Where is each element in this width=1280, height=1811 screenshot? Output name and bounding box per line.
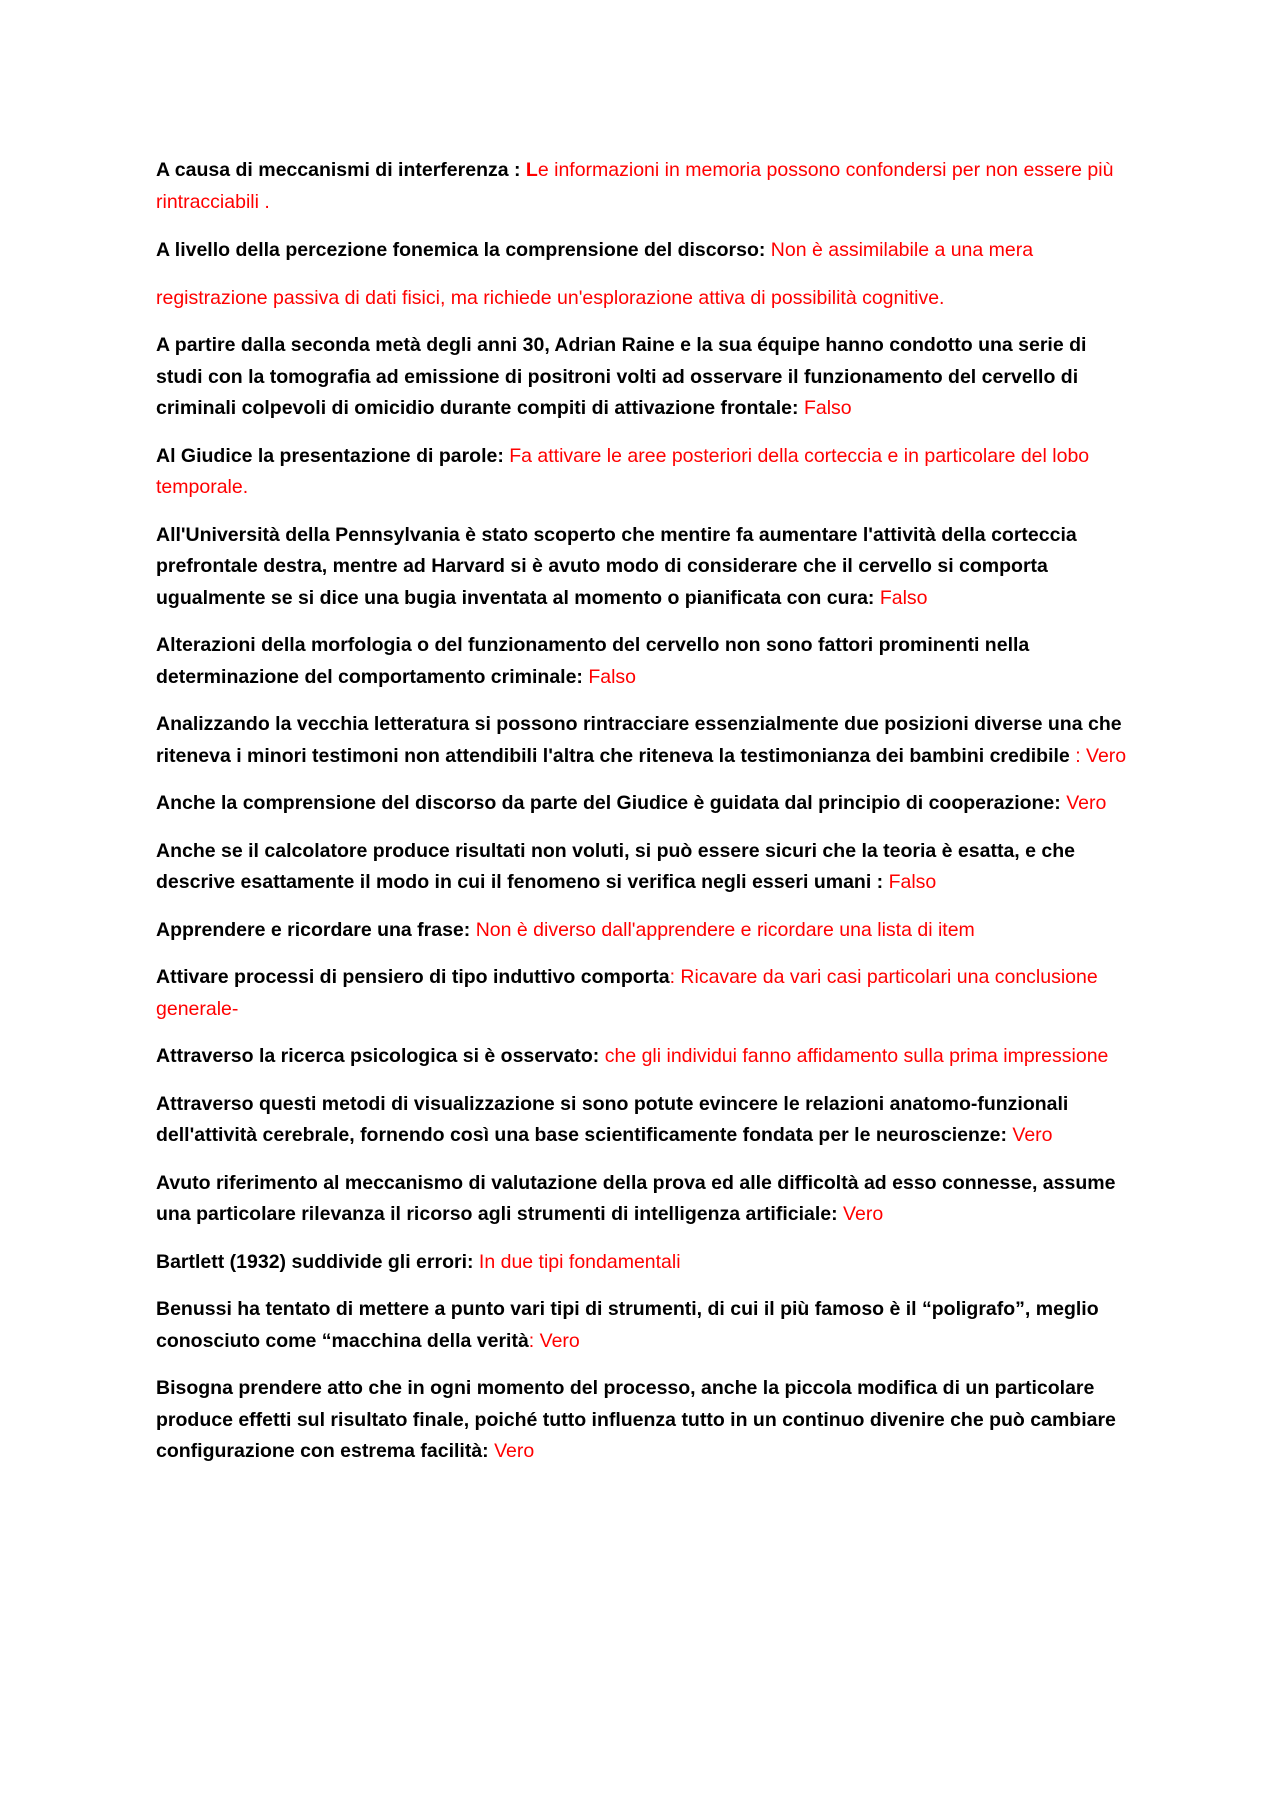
- qa-item: [156, 836, 1136, 899]
- question-text: Bartlett (1932) suddivide gli errori:: [156, 1250, 479, 1273]
- question-text: Al Giudice la presentazione di parole:: [156, 444, 510, 467]
- qa-item: [156, 155, 1136, 218]
- answer-text: Falso: [588, 665, 637, 688]
- question-text: Attivare processi di pensiero di tipo induttivo comporta: [156, 966, 670, 988]
- qa-item: [156, 1247, 1136, 1279]
- answer-text: Non è diverso dall'apprendere e ricordare una lista di item: [475, 918, 975, 941]
- qa-item: [156, 630, 1136, 693]
- answer-text: Falso: [888, 871, 937, 893]
- question-text: A partire dalla seconda metà degli anni 30, Adrian Raine e la sua équipe hanno condotto una serie di studi con la tomografia ad emissione di positroni volti ad osservare il funzionamento del cervello di criminali colpevoli di omicidio durante compiti di attivazione frontale:: [156, 334, 1087, 419]
- question-text: A causa di meccanismi di interferenza :: [156, 159, 526, 181]
- question-text: Bisogna prendere atto che in ogni momento del processo, anche la piccola modifica di un particolare produce effetti sul risultato finale, poiché tutto influenza tutto in un continuo divenire che può cambiare configurazione con estrema facilità:: [156, 1377, 1116, 1462]
- answer-text: che gli individui fanno affidamento sulla prima impressione: [604, 1045, 1109, 1067]
- qa-item: [156, 1373, 1136, 1468]
- document-body: [156, 155, 1136, 1484]
- answer-text: e informazioni in memoria possono confondersi per non essere più rintracciabili .: [156, 159, 1114, 213]
- answer-text: Vero: [494, 1440, 535, 1462]
- answer-text: Vero: [1066, 792, 1107, 814]
- answer-text: : Vero: [1069, 744, 1127, 767]
- question-text: A livello della percezione fonemica la comprensione del discorso:: [156, 239, 771, 261]
- question-text: Attraverso la ricerca psicologica si è osservato:: [156, 1045, 605, 1067]
- answer-text: Falso: [879, 586, 928, 609]
- qa-item: [156, 441, 1136, 504]
- answer-text: : Ricavare da vari casi particolari una conclusione generale-: [156, 966, 1098, 1020]
- qa-item: [156, 788, 1136, 820]
- answer-text: Fa attivare le aree posteriori della corteccia e in particolare del lobo temporale.: [156, 444, 1090, 498]
- qa-item: [156, 1294, 1136, 1357]
- question-text: Avuto riferimento al meccanismo di valutazione della prova ed alle difficoltà ad esso connesse, assume una particolare rilevanza il ricorso agli strumenti di intelligenza artificiale:: [156, 1171, 1116, 1225]
- question-text: Alterazioni della morfologia o del funzionamento del cervello non sono fattori prominenti nella determinazione del comportamento criminale:: [156, 634, 1030, 688]
- qa-item: [156, 962, 1136, 1025]
- answer-initial: L: [525, 159, 538, 181]
- qa-item: [156, 520, 1136, 615]
- question-text: Apprendere e ricordare una frase:: [156, 918, 476, 941]
- qa-item: [156, 915, 1136, 947]
- qa-item: [156, 709, 1136, 772]
- question-text: Attraverso questi metodi di visualizzazione si sono potute evincere le relazioni anatomo-funzionali dell'attività cerebrale, fornendo così una base scientificamente fondata per le neuroscienze:: [156, 1092, 1069, 1146]
- qa-item: [156, 1041, 1136, 1073]
- answer-text: Vero: [843, 1203, 884, 1225]
- qa-item: [156, 226, 1136, 322]
- question-text: Anche la comprensione del discorso da parte del Giudice è guidata dal principio di cooperazione:: [156, 792, 1067, 814]
- qa-item: [156, 1089, 1136, 1152]
- question-text: Analizzando la vecchia letteratura si possono rintracciare essenzialmente due posizioni diverse una che riteneva i minori testimoni non attendibili l'altra che riteneva la testimonianza dei bambini credibile: [156, 713, 1122, 767]
- question-text: Anche se il calcolatore produce risultati non voluti, si può essere sicuri che la teoria è esatta, e che descrive esattamente il modo in cui il fenomeno si verifica negli esseri umani :: [156, 839, 1075, 893]
- qa-item: [156, 330, 1136, 425]
- answer-text: Vero: [1012, 1124, 1053, 1146]
- answer-text: Non è assimilabile a una mera registrazione passiva di dati fisici, ma richiede un'esplorazione attiva di possibilità cognitive.: [156, 239, 1034, 309]
- qa-item: [156, 1168, 1136, 1231]
- answer-text: : Vero: [528, 1329, 580, 1352]
- answer-text: In due tipi fondamentali: [478, 1250, 681, 1273]
- question-text: All'Università della Pennsylvania è stato scoperto che mentire fa aumentare l'attività della corteccia prefrontale destra, mentre ad Harvard si è avuto modo di considerare che il cervello si comporta ugualmente se si dice una bugia inventata al momento o pianificata con cura:: [156, 523, 1077, 609]
- answer-text: Falso: [803, 397, 852, 419]
- question-text: Benussi ha tentato di mettere a punto vari tipi di strumenti, di cui il più famoso è il “poligrafo”, meglio conosciuto come “macchina della verità: [156, 1298, 1099, 1352]
